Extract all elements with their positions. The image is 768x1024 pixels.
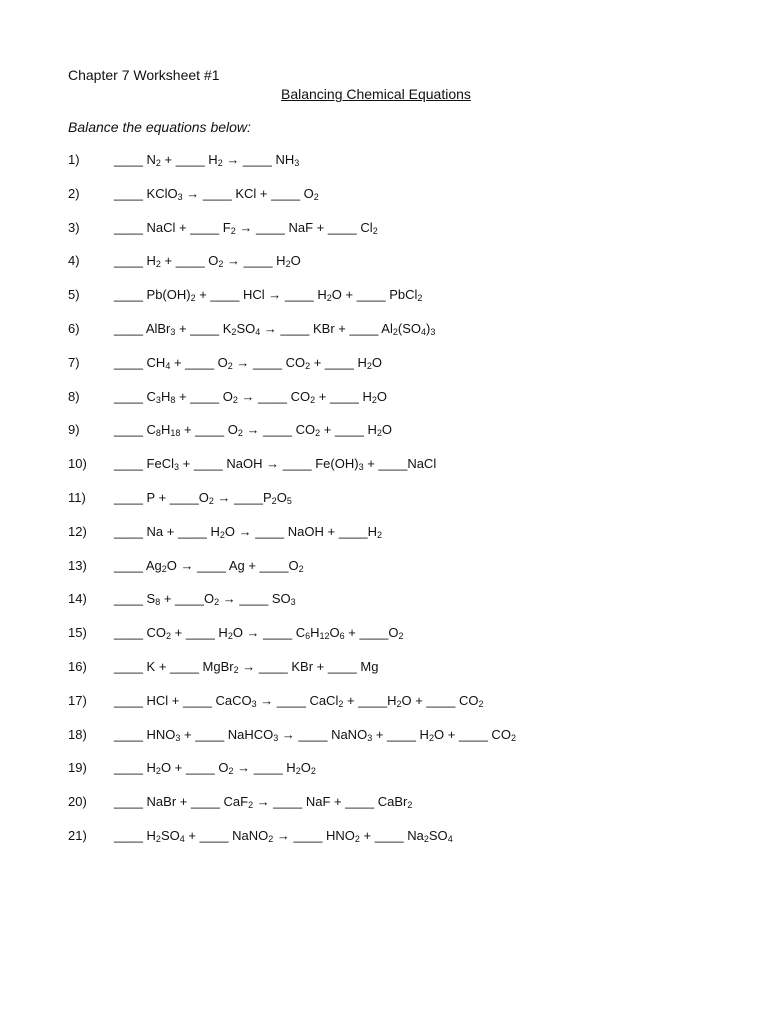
equation-number: 5)	[68, 287, 80, 303]
equation-text: ____ NaBr + ____ CaF$_2$ → ____ NaF + ____ CaBr$_2$	[114, 794, 413, 811]
equation-row	[68, 693, 748, 727]
equation-text: ____ $H_2SO_4$ + ____ NaNO$_2$ → ____ $HNO_2$ + ____ $Na_2SO_4$	[114, 827, 453, 844]
equation-row	[68, 321, 748, 355]
equation-number: 9)	[68, 422, 80, 438]
equation-row	[68, 524, 748, 558]
worksheet-title: Balancing Chemical Equations	[281, 86, 471, 102]
chapter-heading: Chapter 7 Worksheet #1	[68, 67, 220, 83]
equation-number: 3)	[68, 219, 80, 235]
equation-number: 14)	[68, 591, 87, 607]
equation-list	[68, 152, 748, 862]
equation-row	[68, 760, 748, 794]
equation-row	[68, 389, 748, 423]
equation-text: ____ $HNO_3$ + ____ NaHCO$_3$ → ____ NaNO$_3$ + ____ $H_2O$ + ____ $CO_2$	[114, 726, 516, 743]
equation-number: 4)	[68, 253, 80, 269]
equation-row	[68, 659, 748, 693]
equation-row	[68, 186, 748, 220]
equation-number: 1)	[68, 152, 80, 167]
equation-text: ____ NaCl + ____ $F_2$ → ____ NaF + ____ $Cl_2$	[114, 219, 378, 236]
equation-text: ____ $P + \_\_\_\_O_2$ → $\_\_\_\_P_2O_5$	[114, 489, 292, 506]
equation-text: ____ $Pb(OH)_2$ + ____ HCl → ____ $H_2O$ + ____ PbCl$_2$	[114, 287, 423, 304]
equation-number: 21)	[68, 827, 87, 843]
equation-row	[68, 355, 748, 389]
equation-text: ____ $CO_2$ + ____ $H_2O$ → ____ $C_6H_{12}O_6$ + $\_\_\_\_O_2$	[114, 625, 404, 642]
equation-number: 6)	[68, 320, 80, 336]
equation-row	[68, 625, 748, 659]
equation-number: 20)	[68, 794, 87, 810]
equation-number: 17)	[68, 692, 87, 708]
equation-text: ____ KClO$_3$ → ____ KCl + ____ $O_2$	[114, 185, 319, 202]
equation-row	[68, 422, 748, 456]
equation-row	[68, 287, 748, 321]
equation-row	[68, 828, 748, 862]
equation-row	[68, 794, 748, 828]
equation-text: ____ $C_3H_8$ + ____ $O_2$ → ____ $CO_2$ + ____ $H_2O$	[114, 388, 387, 405]
equation-row	[68, 591, 748, 625]
equation-text: ____ $CH_4$ + ____ $O_2$ → ____ $CO_2$ + ____ $H_2O$	[114, 354, 382, 371]
equation-row	[68, 727, 748, 761]
equation-row	[68, 456, 748, 490]
equation-number: 18)	[68, 726, 87, 742]
equation-number: 13)	[68, 557, 87, 573]
equation-number: 15)	[68, 625, 87, 641]
equation-row	[68, 490, 748, 524]
equation-number: 16)	[68, 658, 87, 674]
equation-row	[68, 558, 748, 592]
equation-number: 8)	[68, 388, 80, 404]
equation-number: 7)	[68, 354, 80, 370]
equation-text: ____ $Ag_2O$ → ____ $Ag + \_\_\_\_O_2$	[114, 557, 304, 574]
equation-row	[68, 152, 748, 186]
equation-text: ____ HCl + ____ CaCO$_3$ → ____ CaCl$_2$ + $\_\_\_\_H_2O$ + ____ $CO_2$	[114, 692, 484, 709]
equation-text: ____ $H_2$ + ____ $O_2$ → ____ $H_2O$	[114, 253, 301, 270]
equation-text: ____ $S_8$ + $\_\_\_\_O_2$ → ____ $SO_3$	[114, 591, 296, 608]
equation-row	[68, 253, 748, 287]
equation-text: ____ AlBr$_3$ + ____ $K_2SO_4$ → ____ KBr + ____ $Al_2(SO_4)_3$	[114, 320, 436, 337]
equation-text: ____ $H_2O$ + ____ $O_2$ → ____ $H_2O_2$	[114, 760, 316, 777]
equation-text: ____ $N_2$ + ____ $H_2$ → ____ $NH_3$	[114, 152, 300, 168]
equation-text: ____ K + ____ MgBr$_2$ → ____ KBr + ____ Mg	[114, 658, 379, 675]
equation-number: 12)	[68, 523, 87, 539]
equation-text: ____ $C_8H_{18}$ + ____ $O_2$ → ____ $CO_2$ + ____ $H_2O$	[114, 422, 392, 439]
instructions-text: Balance the equations below:	[68, 119, 251, 135]
equation-number: 11)	[68, 489, 86, 505]
equation-number: 2)	[68, 185, 80, 201]
equation-text: ____ Na + ____ $H_2O$ → ____ NaOH + $\_\_\_\_H_2$	[114, 523, 383, 540]
equation-text: ____ FeCl$_3$ + ____ NaOH → ____ $Fe(OH)_3$ + ____NaCl	[114, 456, 437, 473]
equation-row	[68, 220, 748, 254]
equation-number: 10)	[68, 456, 87, 472]
equation-number: 19)	[68, 760, 87, 776]
